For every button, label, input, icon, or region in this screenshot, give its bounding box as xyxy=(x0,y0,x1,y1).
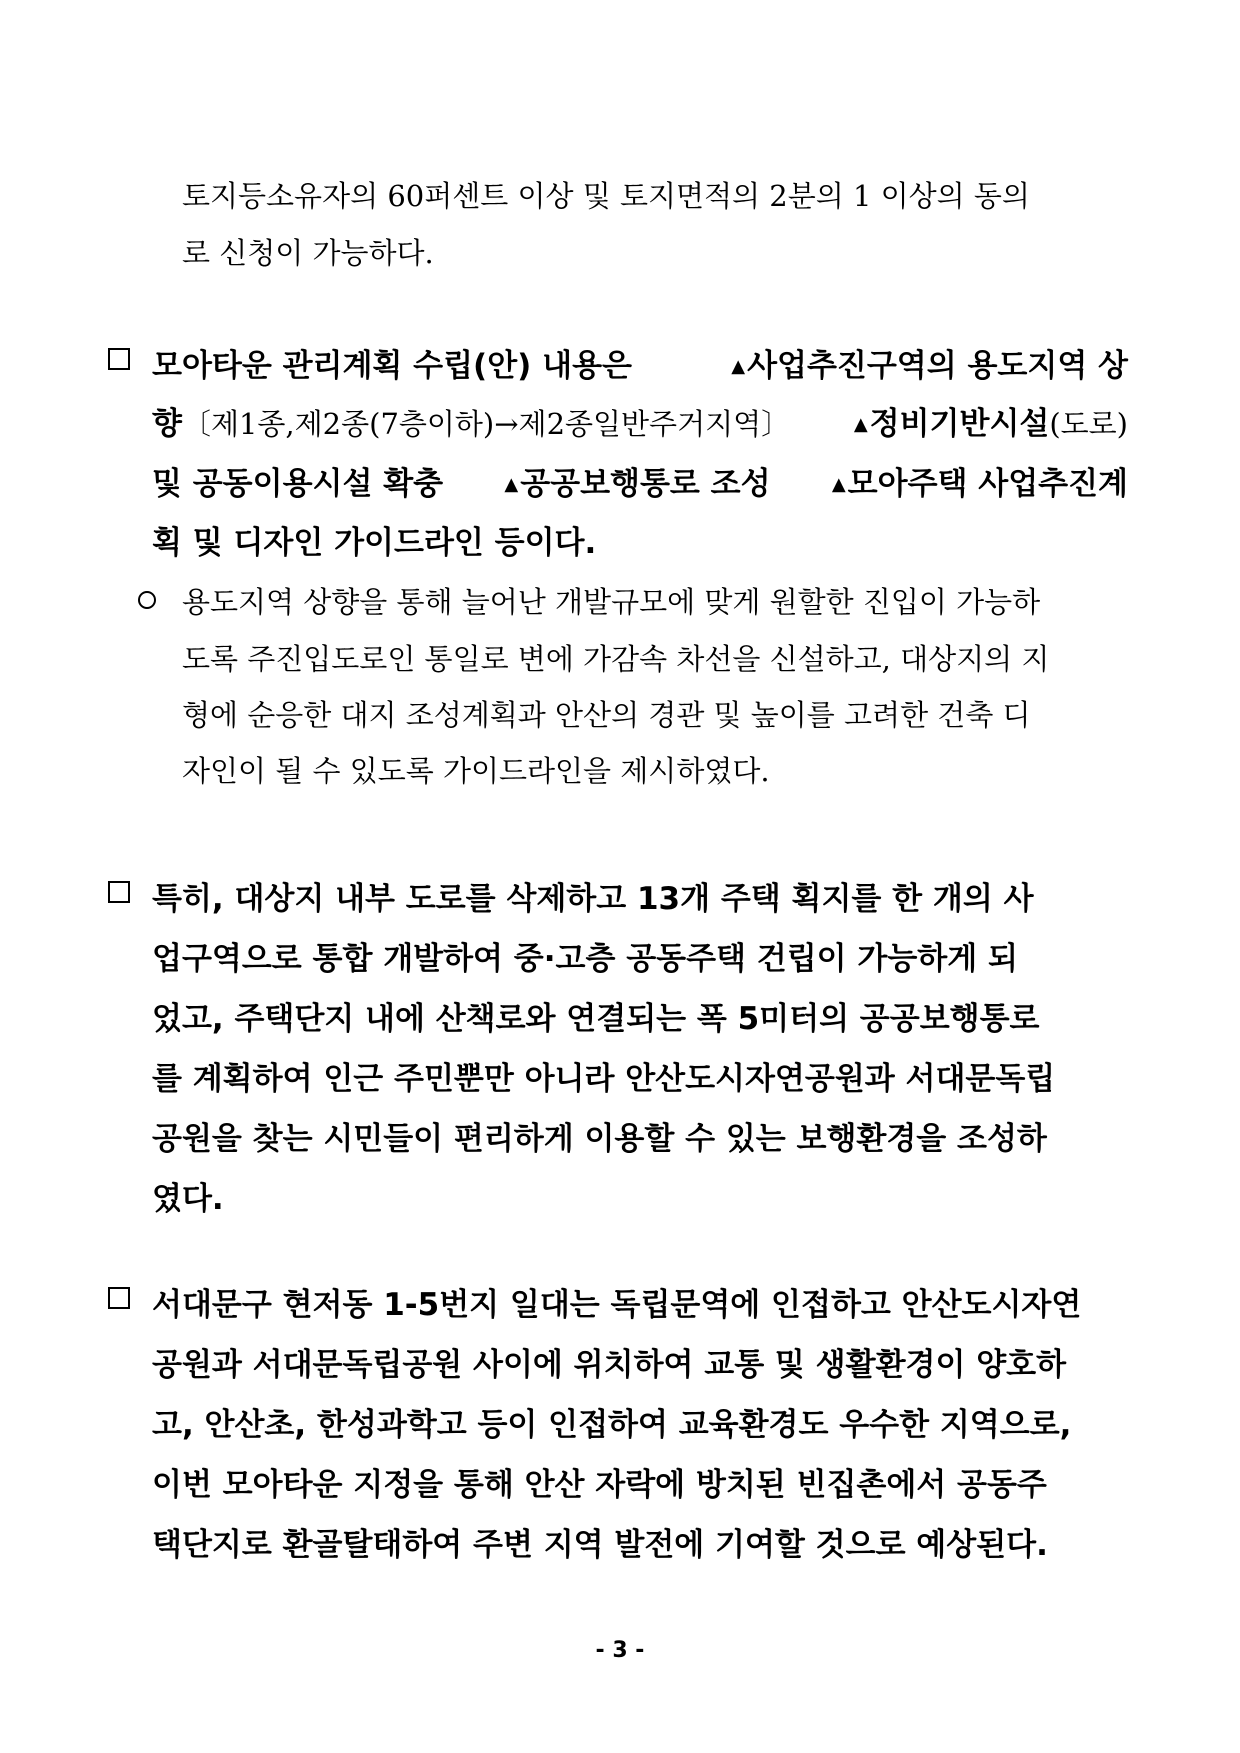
triangle-icon: ▲ xyxy=(831,474,846,495)
section1-sub-line-2 xyxy=(182,637,1128,678)
section2-text-5: 공원을 찾는 시민들이 편리하게 이용할 수 있는 보행환경을 조성하 xyxy=(152,1121,1047,1157)
section2-text-3: 었고, 주택단지 내에 산책로와 연결되는 폭 5미터의 공공보행통로 xyxy=(152,1001,1040,1037)
section2-line-6 xyxy=(152,1173,224,1218)
intro-line-2 xyxy=(182,231,434,272)
section1-text-4: 획 및 디자인 가이드라인 등이다. xyxy=(152,525,597,561)
section1-line-2 xyxy=(152,398,1128,443)
section1-text-2b: 〔제1종,제2종(7층이하)→제2종일반주거지역〕 xyxy=(181,407,791,441)
circle-bullet-icon xyxy=(138,591,156,609)
triangle-icon: ▲ xyxy=(853,414,868,435)
section1-sub-text-1: 용도지역 상향을 통해 늘어난 개발규모에 맞게 원할한 진입이 가능하 xyxy=(182,585,1041,619)
checkbox-square-icon xyxy=(108,1287,130,1309)
section1-text-1a: 모아타운 관리계획 수립(안) 내용은 xyxy=(152,348,632,384)
section1-item-1 xyxy=(731,340,1128,385)
section1-text-3c: 모아주택 사업추진계 xyxy=(847,466,1128,502)
section2-line-5 xyxy=(152,1113,1047,1158)
section2-line-4 xyxy=(152,1053,1055,1098)
section1-sub-line-3 xyxy=(182,693,1128,734)
section3-line-2 xyxy=(152,1339,1066,1384)
section1-sub-text-4: 자인이 될 수 있도록 가이드라인을 제시하였다. xyxy=(182,754,770,788)
section1-text-3a: 및 공동이용시설 확충 xyxy=(152,466,444,502)
section3-text-2: 공원과 서대문독립공원 사이에 위치하여 교통 및 생활환경이 양호하 xyxy=(152,1347,1067,1383)
section1-sub-line-1 xyxy=(182,580,1128,621)
section2-line-3 xyxy=(152,993,1040,1038)
section1-text-1b: 사업추진구역의 용도지역 상 xyxy=(747,348,1128,384)
section2-line-2 xyxy=(152,933,1018,978)
section3-text-1: 서대문구 현저동 1-5번지 일대는 독립문역에 인접하고 안산도시자연 xyxy=(152,1287,1082,1323)
section1-sub-line-4 xyxy=(182,749,770,790)
section1-line-4 xyxy=(152,517,596,562)
checkbox-square-icon xyxy=(108,348,130,370)
section2-text-6: 였다. xyxy=(152,1181,224,1217)
section3-text-3: 고, 안산초, 한성과학고 등이 인접하여 교육환경도 우수한 지역으로, xyxy=(152,1407,1072,1443)
intro-text-1: 토지등소유자의 60퍼센트 이상 및 토지면적의 2분의 1 이상의 동의 xyxy=(182,179,1030,213)
section1-sub-text-2: 도록 주진입도로인 통일로 변에 가감속 차선을 신설하고, 대상지의 지 xyxy=(182,642,1050,676)
section1-text-2a: 향 xyxy=(152,406,182,442)
section3-line-4 xyxy=(152,1459,1047,1504)
section3-line-1 xyxy=(152,1279,1081,1324)
section3-line-3 xyxy=(152,1399,1071,1444)
section2-text-2: 업구역으로 통합 개발하여 중·고층 공동주택 건립이 가능하게 되 xyxy=(152,941,1018,977)
intro-text-2: 로 신청이 가능하다. xyxy=(182,236,434,270)
section1-line-3 xyxy=(152,458,1128,503)
triangle-icon: ▲ xyxy=(504,474,519,495)
triangle-icon: ▲ xyxy=(731,356,746,377)
checkbox-square-icon xyxy=(108,881,130,903)
section1-sub-text-3: 형에 순응한 대지 조성계획과 안산의 경관 및 높이를 고려한 건축 디 xyxy=(182,698,1031,732)
section3-text-4: 이번 모아타운 지정을 통해 안산 자락에 방치된 빈집촌에서 공동주 xyxy=(152,1467,1047,1503)
section1-text-3b: 공공보행통로 조성 xyxy=(520,466,771,502)
page-number: - 3 - xyxy=(595,1638,645,1663)
section1-text-2d: (도로) xyxy=(1049,407,1128,441)
section2-text-4: 를 계획하여 인근 주민뿐만 아니라 안산도시자연공원과 서대문독립 xyxy=(152,1061,1056,1097)
section1-text-2c: 정비기반시설 xyxy=(869,406,1050,442)
section2-line-1 xyxy=(152,873,1034,918)
section1-line-1 xyxy=(152,340,1128,385)
section3-line-5 xyxy=(152,1519,1048,1564)
section3-text-5: 택단지로 환골탈태하여 주변 지역 발전에 기여할 것으로 예상된다. xyxy=(152,1527,1048,1563)
intro-line-1 xyxy=(182,174,1128,215)
section2-text-1: 특히, 대상지 내부 도로를 삭제하고 13개 주택 획지를 한 개의 사 xyxy=(152,881,1034,917)
